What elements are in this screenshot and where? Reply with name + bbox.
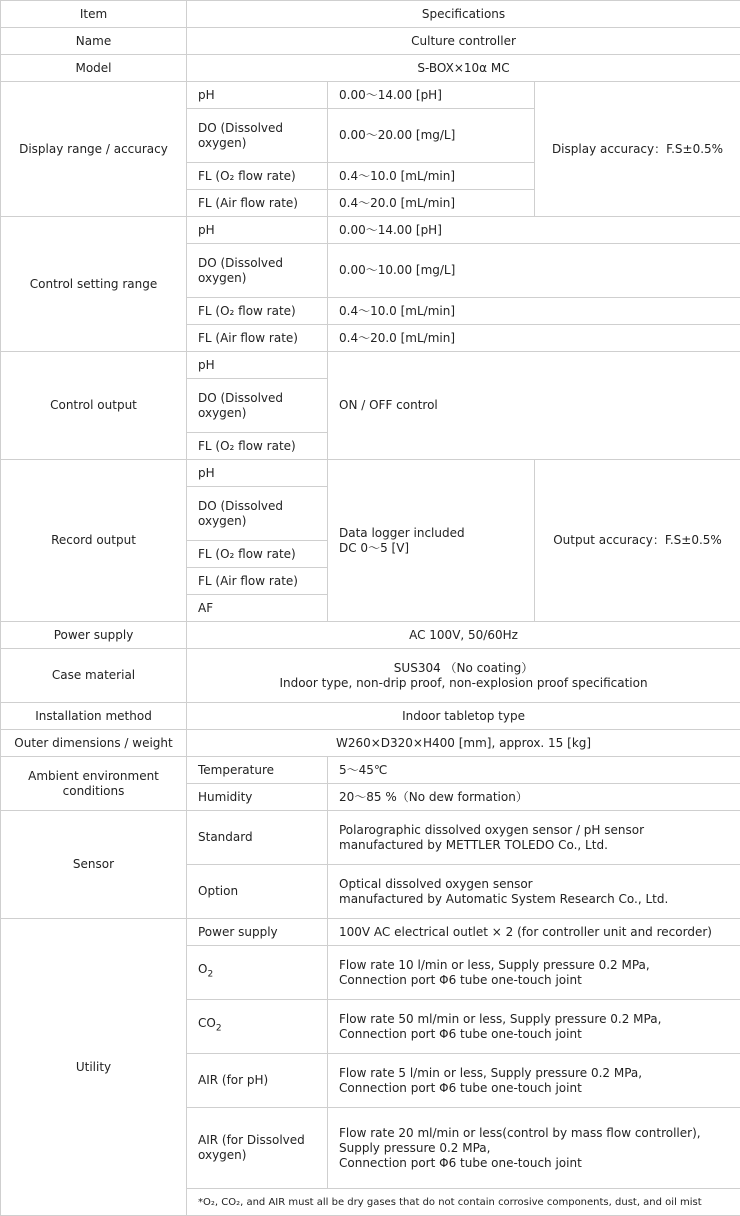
control-setting-sub-fl-air: FL (Air flow rate)	[187, 325, 328, 352]
ambient-sub-temperature: Temperature	[187, 757, 328, 784]
control-setting-sub-do: DO (Dissolved oxygen)	[187, 244, 328, 298]
ambient-sub-humidity: Humidity	[187, 784, 328, 811]
sensor-sub-option: Option	[187, 865, 328, 919]
row-label-control-setting: Control setting range	[1, 217, 187, 352]
ambient-value-humidity: 20～85 %（No dew formation）	[328, 784, 740, 811]
row-label-display-range: Display range / accuracy	[1, 82, 187, 217]
row-label-power-supply: Power supply	[1, 622, 187, 649]
utility-o2-line1: Flow rate 10 l/min or less, Supply pressure 0.2 MPa,	[339, 958, 729, 973]
record-output-value-line2: DC 0～5 [V]	[339, 541, 523, 556]
utility-air-ph-line2: Connection port Φ6 tube one-touch joint	[339, 1081, 729, 1096]
table-row	[1, 649, 740, 703]
utility-sub-co2-main: CO	[198, 1016, 216, 1030]
table-header-row	[1, 1, 740, 28]
row-label-installation: Installation method	[1, 703, 187, 730]
display-sub-fl-o2: FL (O₂ flow rate)	[187, 163, 328, 190]
utility-sub-o2-subscript: 2	[207, 970, 213, 980]
row-label-model: Model	[1, 55, 187, 82]
sensor-standard-line2: manufactured by METTLER TOLEDO Co., Ltd.	[339, 838, 729, 853]
utility-sub-air-do: AIR (for Dissolved oxygen)	[187, 1108, 328, 1189]
utility-sub-o2	[187, 946, 328, 1000]
installation-value: Indoor tabletop type	[187, 703, 740, 730]
control-setting-value-ph: 0.00～14.00 [pH]	[328, 217, 740, 244]
display-value-fl-air: 0.4～20.0 [mL/min]	[328, 190, 535, 217]
control-setting-sub-ph: pH	[187, 217, 328, 244]
record-output-sub-fl-air: FL (Air flow rate)	[187, 568, 328, 595]
table-row	[1, 55, 740, 82]
header-specifications: Specifications	[187, 1, 740, 28]
power-supply-value: AC 100V, 50/60Hz	[187, 622, 740, 649]
row-label-name: Name	[1, 28, 187, 55]
utility-air-do-line1: Flow rate 20 ml/min or less(control by mass flow controller),	[339, 1126, 729, 1141]
control-setting-value-do: 0.00～10.00 [mg/L]	[328, 244, 740, 298]
utility-co2-line1: Flow rate 50 ml/min or less, Supply pressure 0.2 MPa,	[339, 1012, 729, 1027]
record-output-sub-af: AF	[187, 595, 328, 622]
row-label-ambient: Ambient environment conditions	[1, 757, 187, 811]
record-output-value	[328, 460, 535, 622]
row-label-dimensions: Outer dimensions / weight	[1, 730, 187, 757]
control-output-sub-ph: pH	[187, 352, 328, 379]
ambient-value-temperature: 5～45℃	[328, 757, 740, 784]
display-accuracy: Display accuracy：F.S±0.5%	[535, 82, 740, 217]
record-output-sub-do: DO (Dissolved oxygen)	[187, 487, 328, 541]
utility-sub-co2	[187, 1000, 328, 1054]
utility-air-do-line2: Supply pressure 0.2 MPa,	[339, 1141, 729, 1156]
utility-sub-o2-main: O	[198, 962, 207, 976]
case-material-line1: SUS304 （No coating）	[198, 661, 729, 676]
utility-sub-air-ph: AIR (for pH)	[187, 1054, 328, 1108]
utility-co2-line2: Connection port Φ6 tube one-touch joint	[339, 1027, 729, 1042]
utility-air-ph-line1: Flow rate 5 l/min or less, Supply pressure 0.2 MPa,	[339, 1066, 729, 1081]
display-sub-fl-air: FL (Air flow rate)	[187, 190, 328, 217]
sensor-value-option	[328, 865, 740, 919]
name-value: Culture controller	[187, 28, 740, 55]
table-row	[1, 730, 740, 757]
header-item: Item	[1, 1, 187, 28]
control-setting-value-fl-air: 0.4～20.0 [mL/min]	[328, 325, 740, 352]
sensor-standard-line1: Polarographic dissolved oxygen sensor / pH sensor	[339, 823, 729, 838]
record-output-accuracy: Output accuracy：F.S±0.5%	[535, 460, 740, 622]
table-row	[1, 757, 740, 784]
table-row	[1, 217, 740, 244]
case-material-value	[187, 649, 740, 703]
table-row	[1, 28, 740, 55]
table-row	[1, 460, 740, 487]
utility-note: *O₂, CO₂, and AIR must all be dry gases that do not contain corrosive components, dust, and oil mist	[187, 1189, 740, 1216]
utility-sub-co2-subscript: 2	[216, 1024, 222, 1034]
control-output-sub-do: DO (Dissolved oxygen)	[187, 379, 328, 433]
utility-value-co2	[328, 1000, 740, 1054]
utility-o2-line2: Connection port Φ6 tube one-touch joint	[339, 973, 729, 988]
utility-value-air-do	[328, 1108, 740, 1189]
utility-sub-power: Power supply	[187, 919, 328, 946]
dimensions-value: W260×D320×H400 [mm], approx. 15 [kg]	[187, 730, 740, 757]
record-output-sub-ph: pH	[187, 460, 328, 487]
display-value-do: 0.00～20.00 [mg/L]	[328, 109, 535, 163]
row-label-control-output: Control output	[1, 352, 187, 460]
row-label-record-output: Record output	[1, 460, 187, 622]
utility-value-o2	[328, 946, 740, 1000]
sensor-sub-standard: Standard	[187, 811, 328, 865]
table-row	[1, 352, 740, 379]
table-row	[1, 622, 740, 649]
control-output-value: ON / OFF control	[328, 352, 740, 460]
display-sub-do: DO (Dissolved oxygen)	[187, 109, 328, 163]
case-material-line2: Indoor type, non-drip proof, non-explosion proof specification	[198, 676, 729, 691]
utility-value-power: 100V AC electrical outlet × 2 (for controller unit and recorder)	[328, 919, 740, 946]
table-row	[1, 811, 740, 865]
sensor-option-line2: manufactured by Automatic System Research Co., Ltd.	[339, 892, 729, 907]
model-value: S-BOX×10α MC	[187, 55, 740, 82]
table-row	[1, 919, 740, 946]
control-setting-sub-fl-o2: FL (O₂ flow rate)	[187, 298, 328, 325]
control-setting-value-fl-o2: 0.4～10.0 [mL/min]	[328, 298, 740, 325]
table-row	[1, 703, 740, 730]
utility-value-air-ph	[328, 1054, 740, 1108]
record-output-sub-fl-o2: FL (O₂ flow rate)	[187, 541, 328, 568]
utility-air-do-line3: Connection port Φ6 tube one-touch joint	[339, 1156, 729, 1171]
row-label-case-material: Case material	[1, 649, 187, 703]
table-row	[1, 82, 740, 109]
row-label-utility: Utility	[1, 919, 187, 1216]
sensor-value-standard	[328, 811, 740, 865]
display-value-fl-o2: 0.4～10.0 [mL/min]	[328, 163, 535, 190]
control-output-sub-fl-o2: FL (O₂ flow rate)	[187, 433, 328, 460]
record-output-value-line1: Data logger included	[339, 526, 523, 541]
display-sub-ph: pH	[187, 82, 328, 109]
display-value-ph: 0.00～14.00 [pH]	[328, 82, 535, 109]
sensor-option-line1: Optical dissolved oxygen sensor	[339, 877, 729, 892]
row-label-sensor: Sensor	[1, 811, 187, 919]
